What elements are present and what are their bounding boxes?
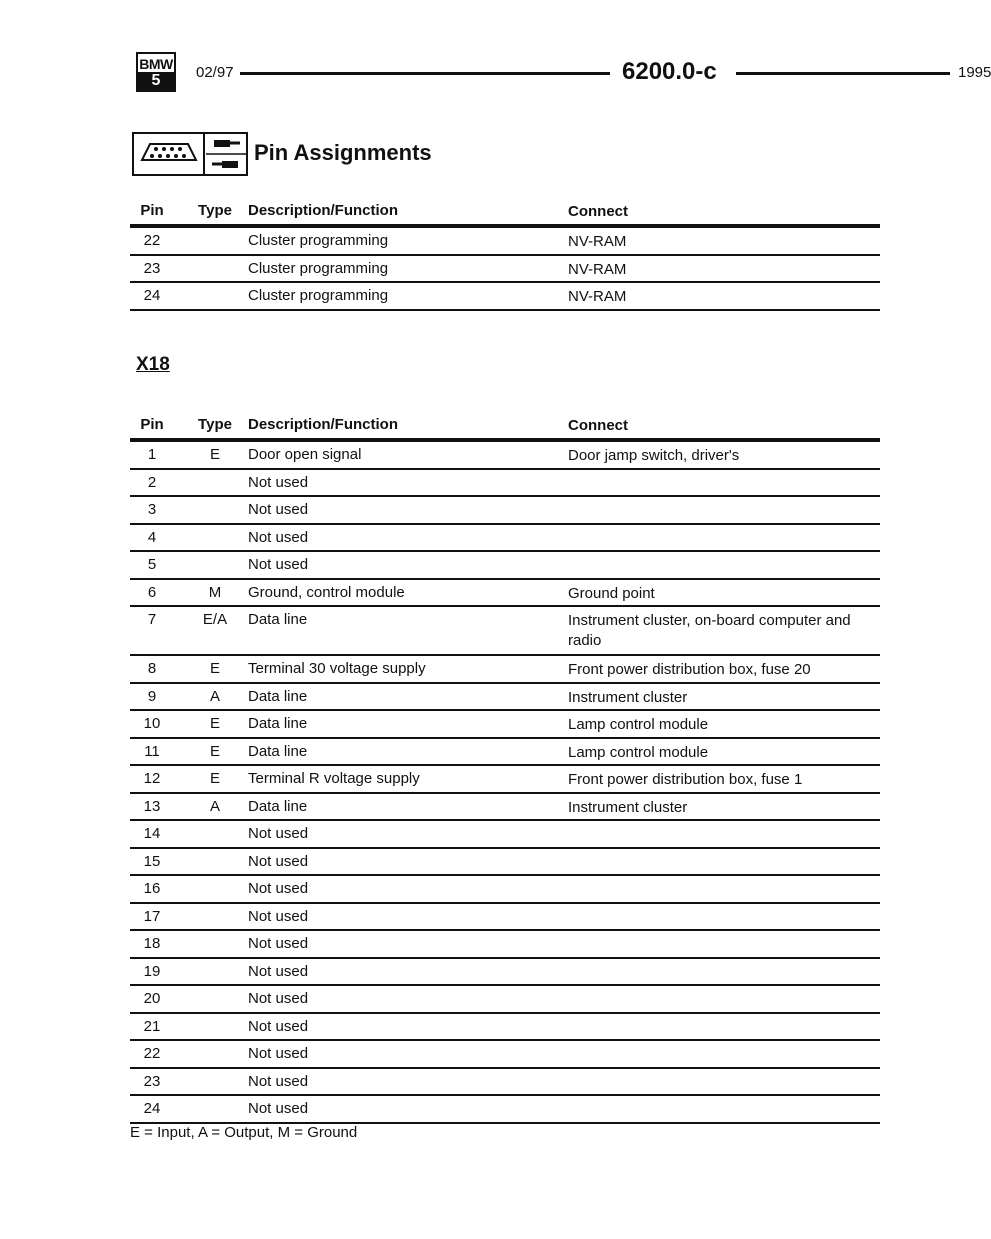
table-row (130, 497, 880, 525)
table-row (130, 1096, 880, 1124)
cell-description: Cluster programming (248, 259, 389, 277)
cell-connect: Instrument cluster, on-board computer and radio (568, 612, 851, 649)
table-row (130, 470, 880, 498)
cell-description: Data line (248, 715, 308, 732)
cell-description: Not used (248, 852, 309, 870)
cell-pin: 2 (147, 473, 157, 491)
cell-connect: NV-RAM (568, 260, 627, 278)
cell-type: E/A (202, 611, 228, 628)
header-connect: Connect (568, 203, 628, 220)
cell-pin: 22 (143, 232, 161, 249)
logo-series: 5 (138, 72, 174, 90)
page-header (136, 48, 991, 96)
table-row (130, 986, 880, 1014)
cell-description: Not used (248, 1017, 309, 1035)
cell-description: Not used (248, 825, 309, 842)
cell-pin: 3 (147, 501, 157, 518)
table-body (130, 228, 880, 311)
table-row (130, 794, 880, 822)
cell-pin: 4 (147, 528, 157, 546)
cell-type: E (209, 660, 220, 677)
logo-text: BMW (138, 55, 174, 75)
document-code: 6200.0-c (622, 58, 717, 85)
cell-type: E (209, 742, 220, 760)
cell-connect: Lamp control module (568, 716, 709, 733)
table-header (130, 412, 880, 442)
legend-footnote: E = Input, A = Output, M = Ground (130, 1124, 358, 1141)
cell-pin: 12 (143, 770, 161, 787)
cell-connect: Front power distribution box, fuse 20 (568, 661, 811, 678)
section-title: Pin Assignments (254, 140, 432, 165)
table-row (130, 580, 880, 608)
cell-type: A (209, 797, 220, 815)
cell-pin: 14 (143, 825, 161, 842)
cell-connect: NV-RAM (568, 288, 627, 305)
table-row (130, 849, 880, 877)
cell-pin: 15 (143, 852, 161, 870)
connector-label: X18 (136, 354, 170, 375)
table-row (130, 711, 880, 739)
cell-description: Not used (248, 1072, 309, 1090)
cell-connect: Instrument cluster (568, 688, 688, 706)
table-row (130, 876, 880, 904)
table-body (130, 442, 880, 1124)
cell-pin: 24 (143, 1100, 161, 1117)
cell-connect: Instrument cluster (568, 798, 688, 816)
table-row (130, 607, 880, 656)
header-rule-right (736, 72, 950, 75)
header-connect: Connect (568, 417, 628, 434)
cell-pin: 19 (143, 962, 161, 980)
table-row (130, 1041, 880, 1069)
cell-description: Door open signal (248, 446, 362, 463)
cell-description: Cluster programming (248, 232, 389, 249)
cell-description: Data line (248, 687, 308, 705)
cell-description: Terminal 30 voltage supply (248, 660, 426, 677)
table-row (130, 821, 880, 849)
cell-description: Terminal R voltage supply (248, 770, 420, 787)
cell-pin: 20 (143, 990, 161, 1007)
header-date: 02/97 (196, 64, 234, 81)
table-row (130, 1069, 880, 1097)
cell-description: Not used (248, 473, 309, 491)
cell-pin: 8 (147, 660, 157, 677)
table-row (130, 283, 880, 311)
section-heading (132, 132, 732, 176)
cell-pin: 23 (143, 1072, 161, 1090)
table-row (130, 684, 880, 712)
table-row (130, 228, 880, 256)
cell-pin: 22 (143, 1045, 161, 1062)
cell-description: Ground, control module (248, 583, 405, 601)
table-row (130, 656, 880, 684)
cell-type: E (209, 446, 220, 463)
pin-table-continued (130, 198, 880, 311)
header-description: Description/Function (248, 202, 398, 219)
cell-description: Not used (248, 880, 309, 897)
cell-type: E (209, 715, 220, 732)
cell-description: Data line (248, 742, 308, 760)
table-row (130, 525, 880, 553)
cell-description: Not used (248, 556, 309, 573)
cell-description: Not used (248, 907, 309, 925)
table-row (130, 739, 880, 767)
cell-pin: 6 (147, 583, 157, 601)
cell-pin: 5 (147, 556, 157, 573)
header-rule-left (240, 72, 610, 75)
connector-pins-icon (132, 132, 248, 176)
cell-description: Not used (248, 1045, 309, 1062)
header-pin: Pin (140, 202, 164, 219)
cell-connect: Front power distribution box, fuse 1 (568, 771, 803, 788)
table-row (130, 256, 880, 284)
cell-description: Not used (248, 528, 309, 546)
pin-table-x18 (130, 412, 880, 1124)
cell-pin: 21 (143, 1017, 161, 1035)
cell-type: M (208, 583, 222, 601)
cell-connect: Lamp control module (568, 743, 709, 761)
cell-description: Not used (248, 935, 309, 952)
cell-pin: 18 (143, 935, 161, 952)
cell-pin: 24 (143, 287, 161, 304)
cell-description: Not used (248, 501, 309, 518)
table-row (130, 904, 880, 932)
table-row (130, 766, 880, 794)
cell-description: Not used (248, 1100, 309, 1117)
table-row (130, 552, 880, 580)
cell-connect: Door jamp switch, driver's (568, 447, 740, 464)
header-description: Description/Function (248, 416, 398, 433)
cell-description: Data line (248, 797, 308, 815)
cell-pin: 17 (143, 907, 161, 925)
bmw-logo (136, 52, 176, 92)
cell-description: Not used (248, 962, 309, 980)
cell-type: A (209, 687, 220, 705)
cell-connect: Ground point (568, 584, 655, 602)
cell-pin: 1 (147, 446, 157, 463)
table-row (130, 931, 880, 959)
cell-type: E (209, 770, 220, 787)
table-row (130, 959, 880, 987)
cell-pin: 13 (143, 797, 161, 815)
header-year: 1995 (958, 64, 991, 81)
cell-pin: 11 (144, 742, 160, 760)
header-type: Type (198, 416, 232, 433)
table-row (130, 1014, 880, 1042)
cell-pin: 9 (147, 687, 157, 705)
table-header (130, 198, 880, 228)
cell-pin: 10 (143, 715, 161, 732)
cell-description: Not used (248, 990, 309, 1007)
table-row (130, 442, 880, 470)
header-pin: Pin (140, 416, 164, 433)
cell-connect: NV-RAM (568, 233, 627, 250)
header-type: Type (198, 202, 232, 219)
cell-pin: 16 (143, 880, 161, 897)
cell-description: Cluster programming (248, 287, 389, 304)
cell-description: Data line (248, 611, 308, 628)
cell-pin: 7 (147, 611, 157, 628)
cell-pin: 23 (143, 259, 161, 277)
